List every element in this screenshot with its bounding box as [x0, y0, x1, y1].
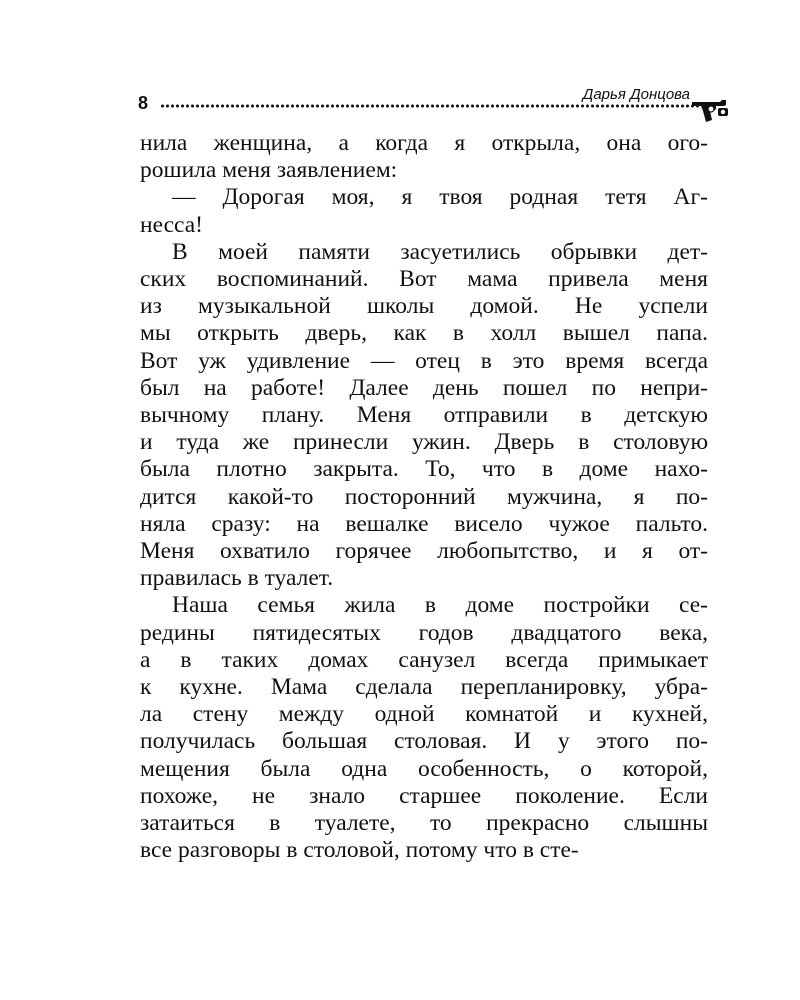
text-line: была плотно закрыта. То, что в доме нахо-: [140, 456, 708, 483]
paragraph: [140, 239, 708, 593]
text-line: похоже, не знало старшее поколение. Если: [140, 782, 708, 809]
text-line: Меня охватило горячее любопытство, и я от-: [140, 538, 708, 565]
running-header-author: Дарья Донцова: [582, 86, 690, 103]
text-line: Наша семья жила в доме постройки се-: [172, 592, 708, 619]
text-line: редины пятидесятых годов двадцатого века,: [140, 619, 708, 646]
text-line: а в таких домах санузел всегда примыкает: [140, 646, 708, 673]
text-line: и туда же принесли ужин. Дверь в столовую: [140, 429, 708, 456]
leader-dots: [160, 104, 700, 108]
paragraph: [140, 184, 708, 238]
text-line: мещения была одна особенность, о которой,: [140, 755, 708, 782]
text-line: ла стену между одной комнатой и кухней,: [140, 701, 708, 728]
text-line: затаиться в туалете, то прекрасно слышны: [140, 810, 708, 837]
text-line: вычному плану. Меня отправили в детскую: [140, 402, 708, 429]
paragraph: [140, 130, 708, 184]
text-line: получилась большая столовая. И у этого по-: [140, 728, 708, 755]
text-line: нила женщина, а когда я открыла, она ого-: [140, 130, 708, 156]
paragraph: [140, 592, 708, 864]
text-line: няла сразу: на вешалке висело чужое пальто.: [140, 510, 708, 537]
revolver-icon: [690, 96, 730, 124]
text-line: мы открыть дверь, как в холл вышел папа.: [140, 320, 708, 347]
text-line: к кухне. Мама сделала перепланировку, убра-: [140, 674, 708, 701]
text-line: ских воспоминаний. Вот мама привела меня: [140, 266, 708, 293]
text-line: правилась в туалет.: [140, 565, 334, 592]
text-line: из музыкальной школы домой. Не успели: [140, 293, 708, 320]
text-line: Вот уж удивление — отец в это время всегда: [140, 347, 708, 374]
text-line: был на работе! Далее день пошел по непри-: [140, 374, 708, 401]
page-number: 8: [138, 93, 149, 113]
text-line: несса!: [140, 211, 203, 238]
text-line: рошила меня заявлением:: [140, 157, 398, 184]
running-header: [138, 88, 730, 124]
text-line: — Дорогая моя, я твоя родная тетя Аг-: [172, 184, 708, 211]
text-line: дится какой-то посторонний мужчина, я по-: [140, 483, 708, 510]
text-line: все разговоры в столовой, потому что в сте-: [140, 837, 579, 864]
text-line: В моей памяти засуетились обрывки дет-: [172, 238, 708, 265]
body-text: [140, 130, 708, 864]
